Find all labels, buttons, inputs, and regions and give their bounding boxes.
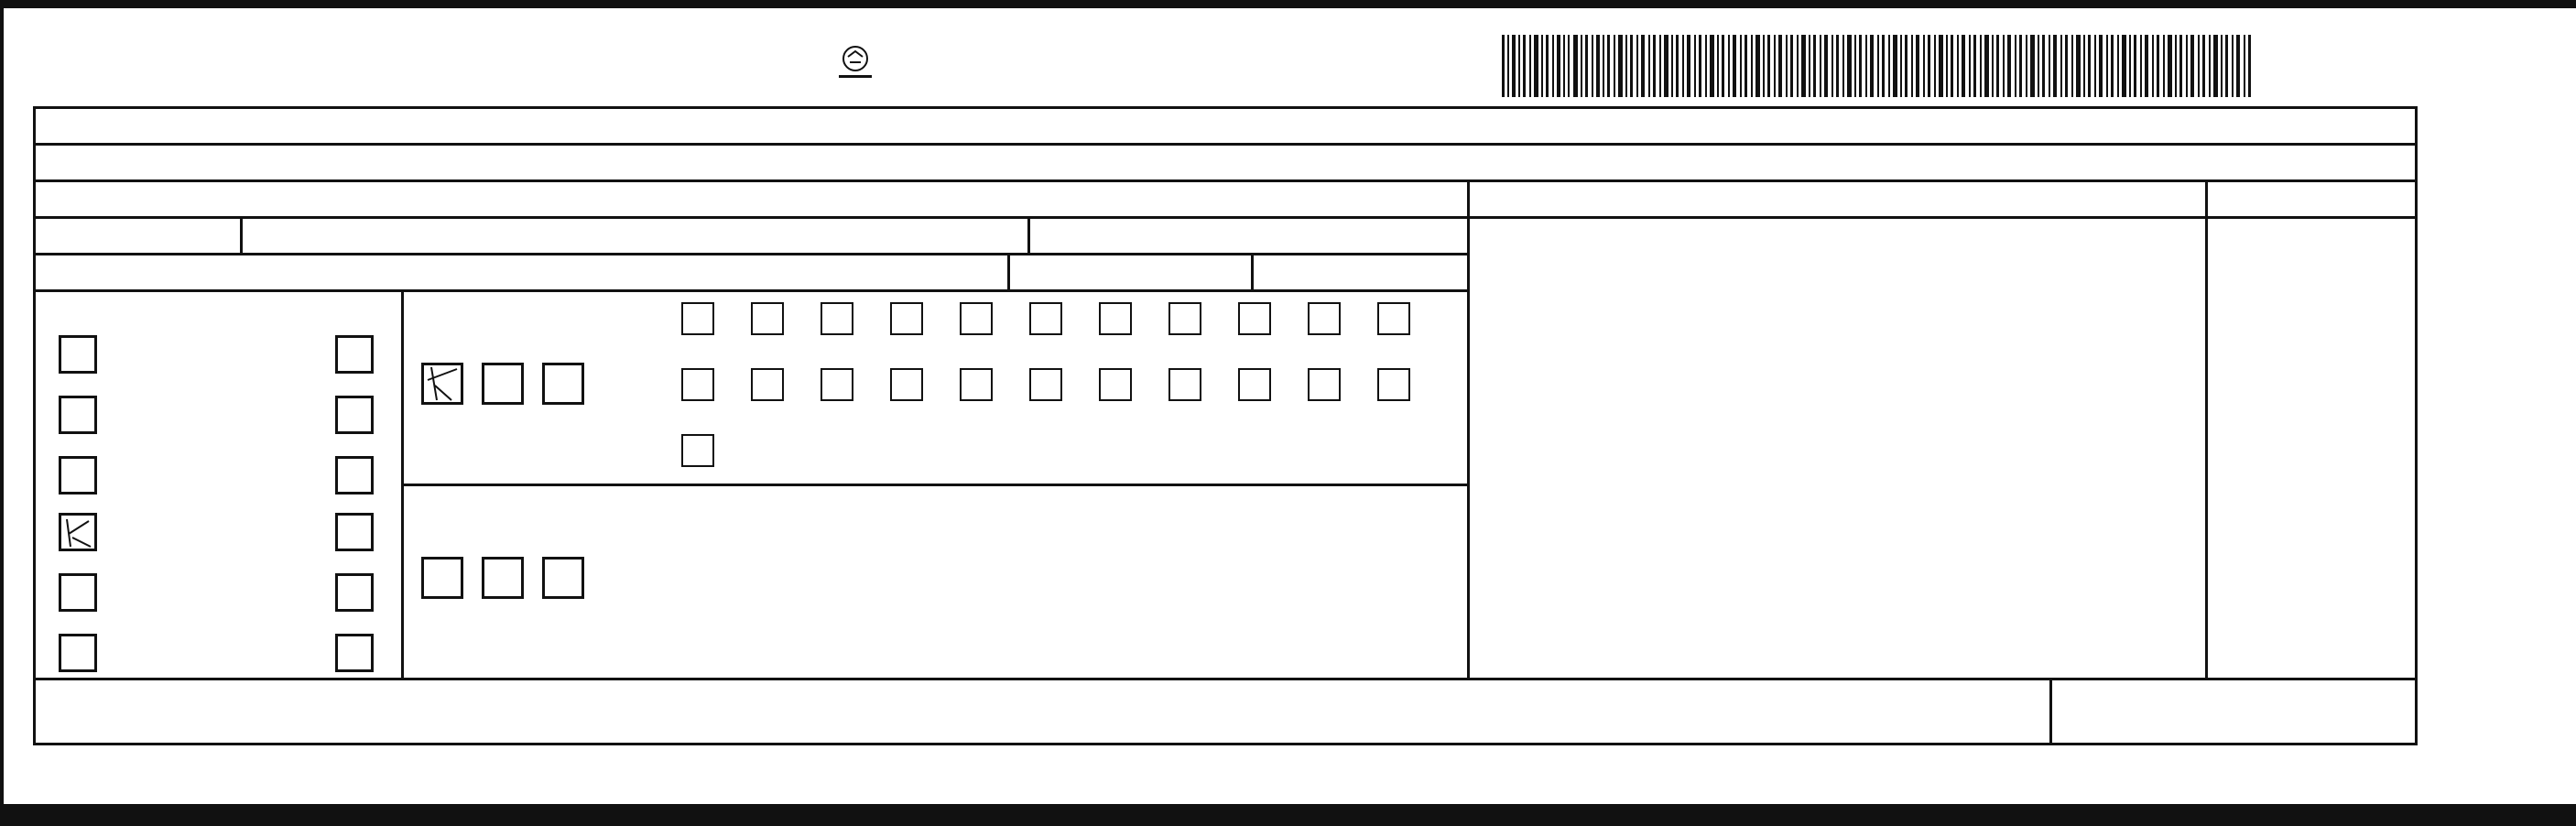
first-visit-day-box[interactable] (821, 368, 853, 401)
first-visit-day-box[interactable] (960, 368, 993, 401)
v2-checkbox[interactable] (335, 513, 374, 551)
v2-checkbox[interactable] (335, 634, 374, 672)
row-line-5 (33, 289, 1469, 292)
visit-divider (401, 484, 1469, 486)
certipostal-logo-icon (833, 42, 877, 86)
first-visit-month-box[interactable] (421, 363, 463, 405)
v2-checkbox[interactable] (335, 573, 374, 612)
first-visit-day-box[interactable] (1238, 302, 1271, 335)
footer-divider (2049, 678, 2052, 745)
first-visit-day-box[interactable] (1168, 302, 1201, 335)
v2-checkbox[interactable] (335, 396, 374, 434)
first-visit-day-box[interactable] (751, 368, 784, 401)
second-visit-month-box[interactable] (421, 557, 463, 599)
second-visit-month-box[interactable] (482, 557, 524, 599)
footer-frame (33, 678, 2418, 745)
row-line-1 (33, 143, 2418, 146)
first-visit-day-box[interactable] (1308, 302, 1341, 335)
v2-checkbox[interactable] (335, 456, 374, 495)
firma-header-line (1467, 216, 2418, 219)
v1-checkbox[interactable] (59, 396, 97, 434)
admision-divider (1027, 216, 1030, 253)
placa-divider (240, 216, 243, 253)
second-visit-month-box[interactable] (542, 557, 584, 599)
first-visit-day-box[interactable] (1377, 302, 1410, 335)
v1-checkbox[interactable] (59, 456, 97, 495)
first-visit-day-box[interactable] (1238, 368, 1271, 401)
first-visit-month-box[interactable] (482, 363, 524, 405)
first-visit-day-box[interactable] (821, 302, 853, 335)
direccion-row (40, 147, 49, 215)
first-visit-day-box[interactable] (681, 302, 714, 335)
first-visit-day-box[interactable] (1099, 302, 1132, 335)
firma-divider (1467, 179, 1470, 678)
v1-checkbox[interactable] (59, 573, 97, 612)
first-visit-day-box[interactable] (681, 368, 714, 401)
v2-checkbox[interactable] (335, 335, 374, 374)
first-visit-day-box[interactable] (1377, 368, 1410, 401)
v1-checkbox[interactable] (59, 634, 97, 672)
id-divider (1007, 253, 1010, 289)
left-border (0, 0, 4, 826)
v1-checkbox[interactable] (59, 335, 97, 374)
first-visit-day-box[interactable] (960, 302, 993, 335)
first-visit-day-box[interactable] (1308, 368, 1341, 401)
first-visit-day-box[interactable] (890, 302, 923, 335)
first-visit-day-box[interactable] (751, 302, 784, 335)
v1-checkbox[interactable] (59, 513, 97, 551)
first-visit-day-box[interactable] (1029, 302, 1062, 335)
first-visit-day-box[interactable] (1029, 368, 1062, 401)
tel-divider (1251, 253, 1254, 289)
top-border (0, 0, 2576, 8)
obs-divider (2205, 179, 2208, 678)
first-visit-day-box[interactable] (1168, 368, 1201, 401)
first-visit-month-box[interactable] (542, 363, 584, 405)
row-line-2 (33, 179, 2418, 182)
first-visit-day-box[interactable] (890, 368, 923, 401)
main-form-frame (33, 106, 2418, 745)
bottom-border (0, 804, 2576, 826)
first-visit-day-box[interactable] (681, 434, 714, 467)
barcode (1502, 35, 2253, 97)
first-visit-day-box[interactable] (1099, 368, 1132, 401)
